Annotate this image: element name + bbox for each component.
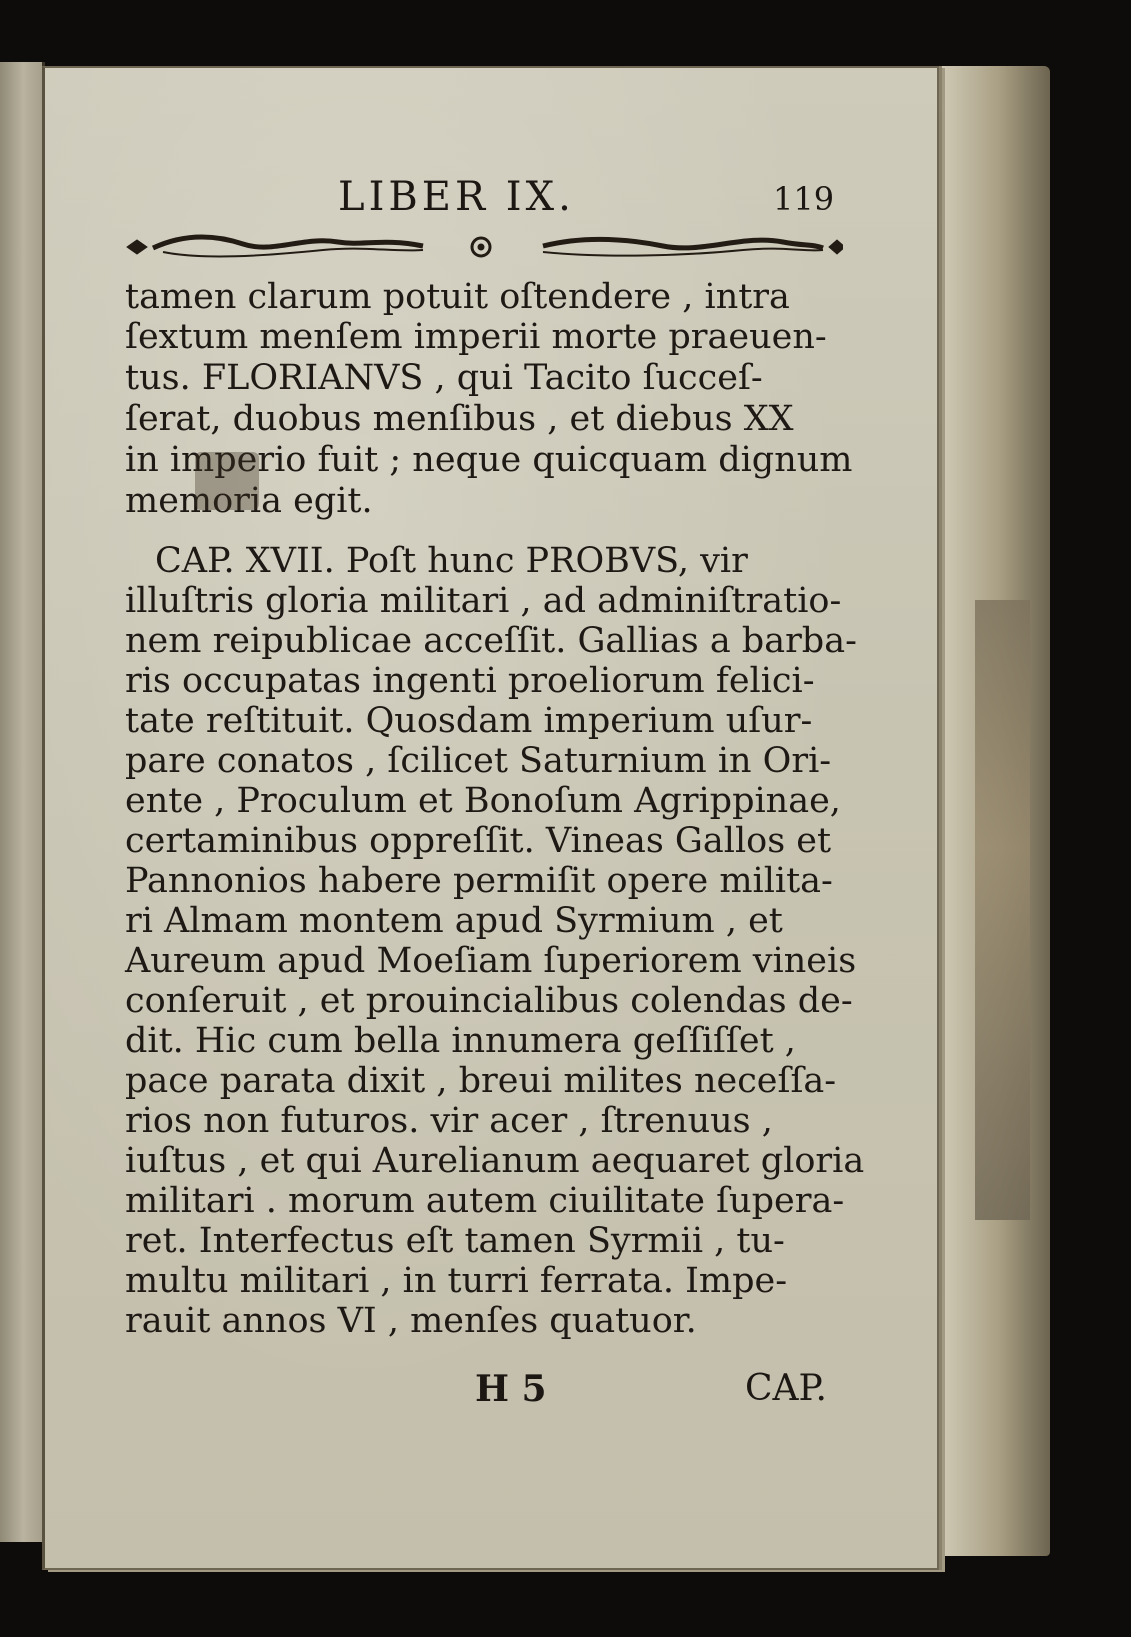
- text-line: pare conatos , ſcilicet Saturnium in Ori-: [125, 741, 832, 781]
- text-line: ſextum menſem imperii morte praeuen-: [125, 317, 827, 357]
- text-line: conſeruit , et prouincialibus colendas de-: [125, 981, 853, 1021]
- text-line: tamen clarum potuit oſtendere , intra: [125, 277, 790, 317]
- text-line: ri Almam montem apud Syrmium , et: [125, 901, 783, 941]
- text-line: tate reſtituit. Quosdam imperium uſur-: [125, 701, 813, 741]
- catchword: CAP.: [745, 1368, 827, 1409]
- ink-blot: [195, 452, 259, 510]
- text-line: rios non futuros. vir acer , ſtrenuus ,: [125, 1101, 773, 1141]
- text-line: memoria egit.: [125, 481, 373, 521]
- text-line: nem reipublicae acceſſit. Gallias a barba-: [125, 621, 857, 661]
- signature-mark: H 5: [475, 1368, 547, 1410]
- text-line: ſerat, duobus menſibus , et diebus XX: [125, 399, 794, 439]
- text-line: ris occupatas ingenti proeliorum felici-: [125, 661, 815, 701]
- text-line: certaminibus oppreſſit. Vineas Gallos et: [125, 821, 832, 861]
- text-line: ente , Proculum et Bonoſum Agrippinae,: [125, 781, 841, 821]
- running-head: [45, 174, 937, 224]
- text-line: illuſtris gloria militari , ad adminiſtratio-: [125, 581, 842, 621]
- text-line: Aureum apud Moeſiam ſuperiorem vineis: [125, 941, 857, 981]
- text-line: tus. FLORIANVS , qui Tacito ſucceſ-: [125, 358, 763, 398]
- facing-page-edge: [0, 62, 45, 1542]
- book-page: [42, 66, 939, 1570]
- text-line: rauit annos VI , menſes quatuor.: [125, 1301, 697, 1341]
- text-line: ret. Interfectus eſt tamen Syrmii , tu-: [125, 1221, 785, 1261]
- text-line: pace parata dixit , breui milites neceſſa-: [125, 1061, 837, 1101]
- text-line: iuſtus , et qui Aurelianum aequaret gloria: [125, 1141, 865, 1181]
- text-line: dit. Hic cum bella innumera geſſiſſet ,: [125, 1021, 796, 1061]
- text-line: CAP. XVII. Poſt hunc PROBVS, vir: [155, 541, 748, 581]
- running-head-title: LIBER IX.: [338, 174, 575, 220]
- text-line: in imperio fuit ; neque quicquam dignum: [125, 440, 853, 480]
- text-line: militari . morum autem ciuilitate ſupera-: [125, 1181, 845, 1221]
- text-line: Pannonios habere permiſit opere milita-: [125, 861, 833, 901]
- binding-stain: [975, 600, 1030, 1220]
- text-line: multu militari , in turri ferrata. Impe-: [125, 1261, 788, 1301]
- headpiece-ornament: [123, 232, 843, 262]
- page-number: 119: [773, 180, 835, 218]
